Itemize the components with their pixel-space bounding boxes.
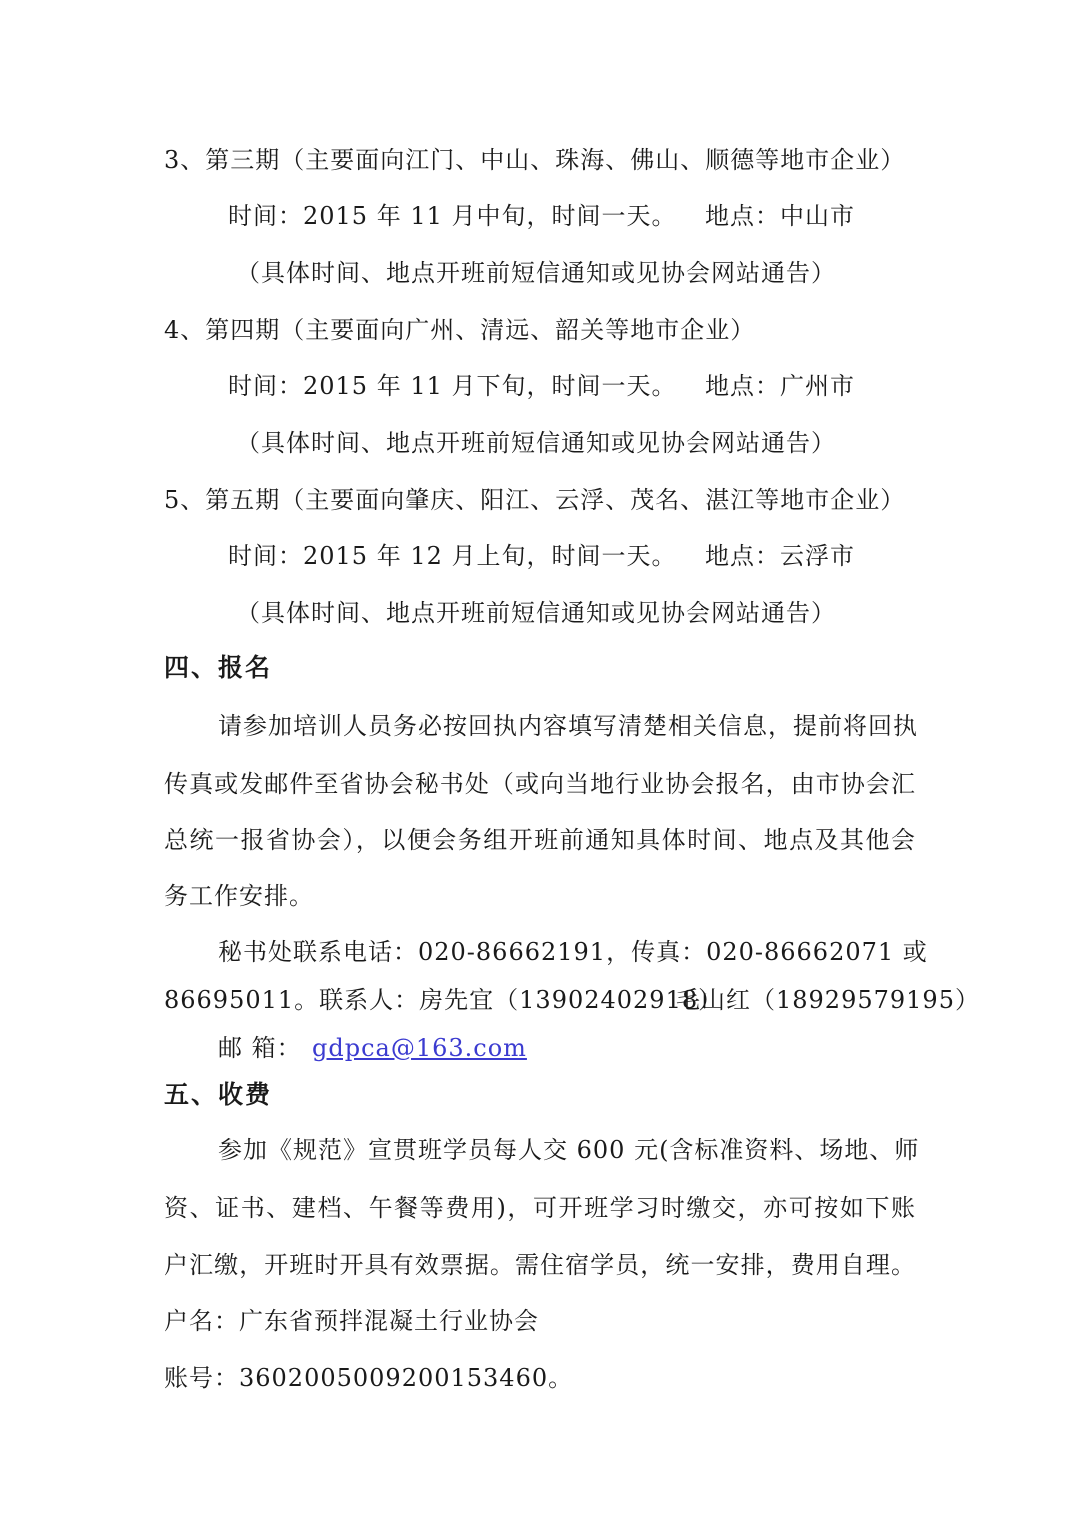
account-name: 户名：广东省预拌混凝土行业协会: [164, 1307, 539, 1335]
section-4-paragraph-line: 传真或发邮件至省协会秘书处（或向当地行业协会报名，由市协会汇: [164, 770, 916, 798]
session-5-place: 地点：云浮市: [705, 542, 855, 570]
session-5-title: 5、第五期（主要面向肇庆、阳江、云浮、茂名、湛江等地市企业）: [164, 486, 906, 514]
section-4-paragraph-line: 总统一报省协会），以便会务组开班前通知具体时间、地点及其他会: [164, 826, 916, 854]
email-link[interactable]: gdpca@163.com: [312, 1034, 527, 1062]
contact-phone-line: 秘书处联系电话：020-86662191，传真：020-86662071 或: [218, 938, 928, 966]
contact-person-2: 毛山红（18929579195）: [676, 986, 980, 1014]
contact-person-1: 86695011。联系人：房先宜（13902402918）: [164, 986, 724, 1014]
section-5-paragraph-line: 资、证书、建档、午餐等费用)，可开班学习时缴交，亦可按如下账: [164, 1194, 916, 1222]
section-4-paragraph-line: 务工作安排。: [164, 882, 314, 910]
session-4-time: 时间：2015 年 11 月下旬，时间一天。: [228, 372, 677, 400]
section-4-heading: 四、报名: [164, 653, 273, 682]
account-number: 账号：3602005009200153460。: [164, 1364, 574, 1392]
section-5-paragraph-line: 参加《规范》宣贯班学员每人交 600 元(含标准资料、场地、师: [218, 1136, 920, 1164]
section-4-paragraph-line: 请参加培训人员务必按回执内容填写清楚相关信息，提前将回执: [218, 712, 918, 740]
session-3-place: 地点：中山市: [705, 202, 855, 230]
session-4-place: 地点：广州市: [705, 372, 855, 400]
session-3-title: 3、第三期（主要面向江门、中山、珠海、佛山、顺德等地市企业）: [164, 146, 906, 174]
session-5-time: 时间：2015 年 12 月上旬，时间一天。: [228, 542, 677, 570]
email-label: 邮 箱：: [218, 1034, 302, 1062]
session-4-title: 4、第四期（主要面向广州、清远、韶关等地市企业）: [164, 316, 756, 344]
session-4-note: （具体时间、地点开班前短信通知或见协会网站通告）: [236, 429, 836, 457]
session-5-note: （具体时间、地点开班前短信通知或见协会网站通告）: [236, 599, 836, 627]
section-5-paragraph-line: 户汇缴，开班时开具有效票据。需住宿学员，统一安排，费用自理。: [164, 1251, 916, 1279]
section-5-heading: 五、收费: [164, 1080, 273, 1109]
session-3-note: （具体时间、地点开班前短信通知或见协会网站通告）: [236, 259, 836, 287]
session-3-time: 时间：2015 年 11 月中旬，时间一天。: [228, 202, 677, 230]
